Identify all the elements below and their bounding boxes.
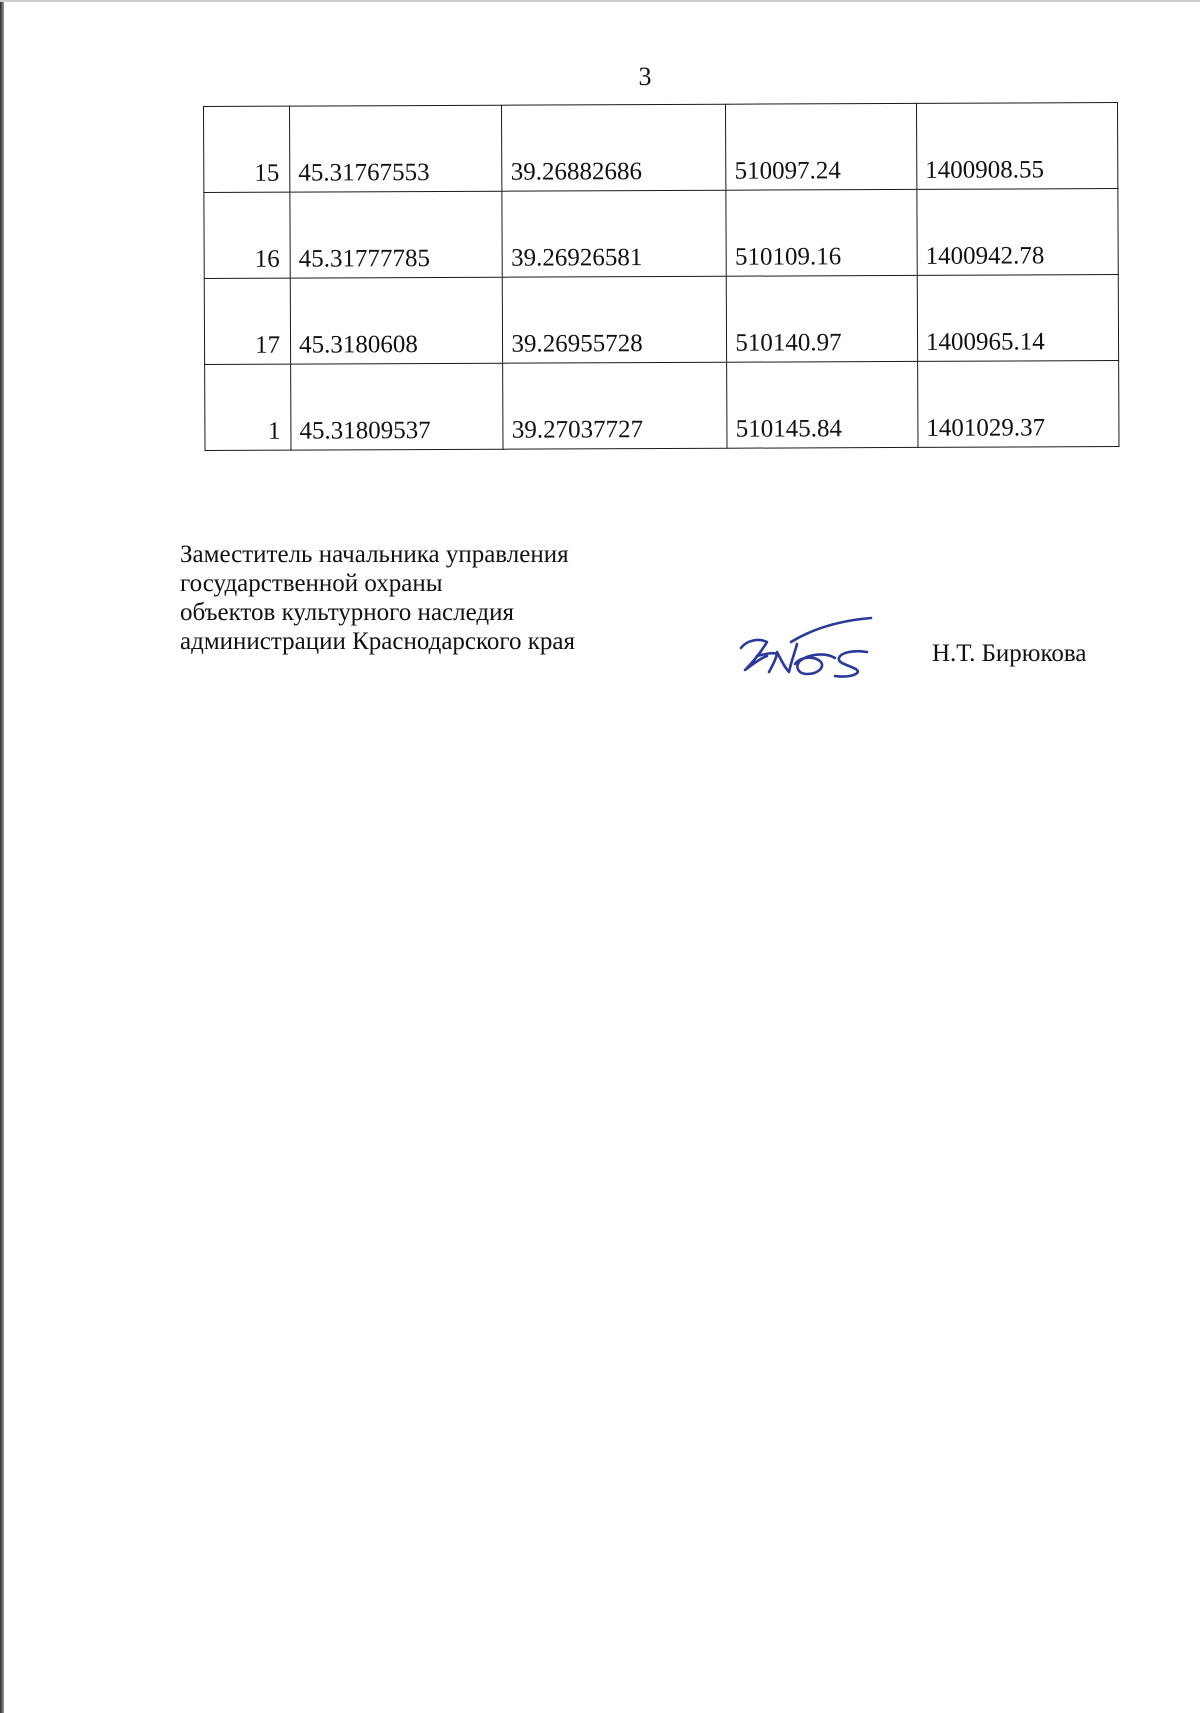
scan-edge-top <box>0 0 1200 2</box>
table-row <box>204 189 1118 279</box>
point-number-cell: 16 <box>204 192 290 278</box>
y-coordinate-cell: 1401029.37 <box>918 361 1119 448</box>
y-coordinate-cell: 1400965.14 <box>917 275 1118 362</box>
point-number-cell: 1 <box>205 364 291 450</box>
longitude-cell: 39.26955728 <box>503 276 727 363</box>
page-number: 3 <box>638 62 652 91</box>
x-coordinate-cell: 510140.97 <box>727 275 918 362</box>
coordinates-table <box>203 102 1119 451</box>
position-line: администрации Краснодарского края <box>180 628 576 655</box>
latitude-cell: 45.31777785 <box>290 191 503 278</box>
position-line: объектов культурного наследия <box>180 599 514 626</box>
handwritten-signature <box>737 612 875 682</box>
table-row <box>204 275 1118 365</box>
longitude-cell: 39.26926581 <box>502 190 726 277</box>
scan-edge <box>0 0 4 1713</box>
point-number-cell: 17 <box>204 278 290 364</box>
signatory-position <box>180 540 575 656</box>
x-coordinate-cell: 510109.16 <box>726 189 917 276</box>
y-coordinate-cell: 1400908.55 <box>916 103 1117 190</box>
longitude-cell: 39.27037727 <box>503 362 727 449</box>
latitude-cell: 45.3180608 <box>290 277 503 364</box>
x-coordinate-cell: 510145.84 <box>727 361 918 448</box>
latitude-cell: 45.31809537 <box>291 363 504 450</box>
longitude-cell: 39.26882686 <box>502 104 726 191</box>
point-number-cell: 15 <box>204 106 290 192</box>
x-coordinate-cell: 510097.24 <box>726 103 917 190</box>
latitude-cell: 45.31767553 <box>290 105 503 192</box>
position-line: государственной охраны <box>180 570 443 597</box>
table-row <box>205 361 1119 451</box>
signatory-name: Н.Т. Бирюкова <box>932 640 1087 667</box>
position-line: Заместитель начальника управления <box>180 541 569 568</box>
y-coordinate-cell: 1400942.78 <box>917 189 1118 276</box>
table-row <box>204 103 1118 193</box>
